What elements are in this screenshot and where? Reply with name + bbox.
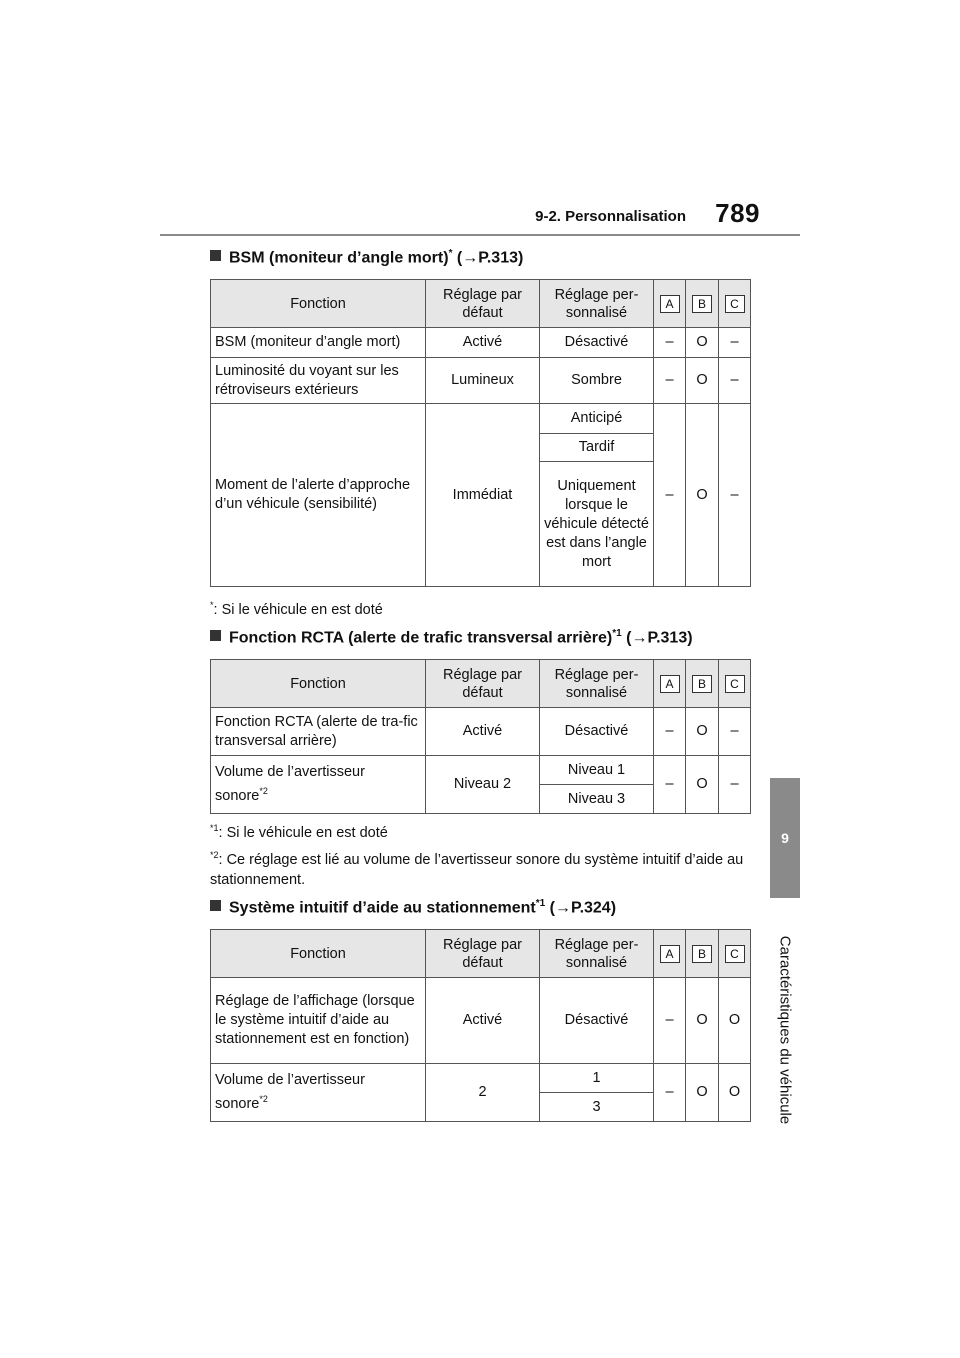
park-title: Système intuitif d’aide au stationnement bbox=[229, 899, 536, 917]
bsm-table bbox=[210, 279, 751, 587]
col-fonction: Fonction bbox=[211, 930, 426, 978]
cell-defaut: Lumineux bbox=[426, 358, 540, 404]
cell-perso: Désactivé bbox=[540, 978, 654, 1064]
cell-fonction: Fonction RCTA (alerte de tra-fic transversal arrière) bbox=[211, 708, 426, 756]
cell-defaut: Activé bbox=[426, 328, 540, 358]
footnote-mark: *1 bbox=[210, 823, 219, 833]
cell-a: – bbox=[654, 1064, 686, 1122]
cell-c: O bbox=[719, 1064, 751, 1122]
table-row bbox=[211, 708, 751, 756]
chapter-number: 9 bbox=[781, 830, 789, 846]
square-bullet-icon bbox=[210, 250, 221, 261]
footnote-mark: * bbox=[448, 248, 453, 259]
footnote-text: : Si le véhicule en est doté bbox=[218, 824, 388, 841]
page-reference-link[interactable]: (→P.313) bbox=[456, 249, 524, 267]
cell-b: O bbox=[686, 1064, 719, 1122]
bsm-title: BSM (moniteur d’angle mort) bbox=[229, 249, 449, 267]
cell-perso-option: Uniquement lorsque le véhicule détecté est dans l’angle mort bbox=[540, 462, 654, 587]
rcta-table bbox=[210, 659, 751, 814]
col-a: A bbox=[660, 295, 680, 313]
footnote-mark: *2 bbox=[259, 1094, 268, 1105]
cell-a: – bbox=[654, 404, 686, 587]
table-row bbox=[211, 756, 751, 785]
table-row bbox=[211, 978, 751, 1064]
cell-b: O bbox=[686, 404, 719, 587]
cell-perso-option: Tardif bbox=[540, 434, 654, 462]
col-b: B bbox=[692, 945, 712, 963]
col-c: C bbox=[725, 295, 745, 313]
bsm-heading bbox=[210, 248, 523, 267]
cell-perso-option: Niveau 1 bbox=[540, 756, 654, 785]
rcta-footnote-1 bbox=[210, 818, 388, 843]
page-number: 789 bbox=[715, 198, 760, 228]
col-c: C bbox=[725, 945, 745, 963]
cell-c: – bbox=[719, 358, 751, 404]
table-row bbox=[211, 358, 751, 404]
cell-fonction: Moment de l’alerte d’approche d’un véhicule (sensibilité) bbox=[211, 404, 426, 587]
col-c: C bbox=[725, 675, 745, 693]
table-header-row bbox=[211, 930, 751, 978]
page-reference-link[interactable]: (→P.313) bbox=[626, 629, 693, 647]
col-fonction: Fonction bbox=[211, 280, 426, 328]
footnote-text: : Si le véhicule en est doté bbox=[213, 601, 383, 618]
cell-defaut: Activé bbox=[426, 978, 540, 1064]
chapter-tab[interactable] bbox=[770, 778, 800, 898]
cell-b: O bbox=[686, 978, 719, 1064]
col-fonction: Fonction bbox=[211, 660, 426, 708]
footnote-mark: *2 bbox=[259, 786, 268, 797]
cell-fonction: Luminosité du voyant sur les rétroviseurs extérieurs bbox=[211, 358, 426, 404]
cell-perso-option: 3 bbox=[540, 1093, 654, 1122]
cell-fonction bbox=[211, 756, 426, 814]
square-bullet-icon bbox=[210, 630, 221, 641]
col-perso: Réglage per-sonnalisé bbox=[540, 660, 654, 708]
cell-c: – bbox=[719, 404, 751, 587]
cell-c: – bbox=[719, 756, 751, 814]
cell-b: O bbox=[686, 756, 719, 814]
cell-fonction bbox=[211, 1064, 426, 1122]
table-row bbox=[211, 404, 751, 434]
col-defaut: Réglage par défaut bbox=[426, 280, 540, 328]
footnote-mark: *2 bbox=[210, 850, 219, 860]
cell-c: – bbox=[719, 328, 751, 358]
table-row bbox=[211, 1064, 751, 1093]
col-b: B bbox=[692, 295, 712, 313]
cell-a: – bbox=[654, 708, 686, 756]
col-defaut: Réglage par défaut bbox=[426, 930, 540, 978]
rcta-heading bbox=[210, 628, 693, 647]
footnote-mark: * bbox=[210, 600, 214, 610]
col-a: A bbox=[660, 675, 680, 693]
table-row bbox=[211, 328, 751, 358]
cell-perso-option: Niveau 3 bbox=[540, 785, 654, 814]
col-perso: Réglage per-sonnalisé bbox=[540, 280, 654, 328]
col-b: B bbox=[692, 675, 712, 693]
cell-perso-option: Anticipé bbox=[540, 404, 654, 434]
rcta-footnote-2 bbox=[210, 845, 750, 890]
chapter-title-vertical bbox=[770, 910, 800, 1150]
cell-fonction: Réglage de l’affichage (lorsque le système intuitif d’aide au stationnement est en fonction) bbox=[211, 978, 426, 1064]
page-header bbox=[160, 196, 800, 236]
section-title: 9-2. Personnalisation bbox=[535, 208, 686, 225]
col-perso: Réglage per-sonnalisé bbox=[540, 930, 654, 978]
table-header-row bbox=[211, 280, 751, 328]
cell-perso: Désactivé bbox=[540, 328, 654, 358]
cell-b: O bbox=[686, 708, 719, 756]
cell-a: – bbox=[654, 756, 686, 814]
cell-a: – bbox=[654, 328, 686, 358]
cell-fonction: BSM (moniteur d’angle mort) bbox=[211, 328, 426, 358]
footnote-mark: *1 bbox=[535, 898, 546, 909]
cell-b: O bbox=[686, 328, 719, 358]
chapter-title: Caractéristiques du véhicule bbox=[776, 935, 794, 1125]
col-a: A bbox=[660, 945, 680, 963]
page-reference-link[interactable]: (→P.324) bbox=[549, 899, 617, 917]
table-header-row bbox=[211, 660, 751, 708]
cell-defaut: 2 bbox=[426, 1064, 540, 1122]
cell-perso-option: 1 bbox=[540, 1064, 654, 1093]
cell-a: – bbox=[654, 358, 686, 404]
cell-fonction-text: Volume de l’avertisseur sonore bbox=[215, 1072, 365, 1112]
cell-defaut: Niveau 2 bbox=[426, 756, 540, 814]
cell-fonction-text: Volume de l’avertisseur sonore bbox=[215, 764, 365, 804]
cell-defaut: Activé bbox=[426, 708, 540, 756]
park-table bbox=[210, 929, 751, 1122]
cell-b: O bbox=[686, 358, 719, 404]
cell-perso: Désactivé bbox=[540, 708, 654, 756]
header-rule bbox=[160, 234, 800, 236]
rcta-title: Fonction RCTA (alerte de trafic transversal arrière) bbox=[229, 629, 613, 647]
cell-defaut: Immédiat bbox=[426, 404, 540, 587]
cell-a: – bbox=[654, 978, 686, 1064]
footnote-text: : Ce réglage est lié au volume de l’avertisseur sonore du système intuitif d’aide au stationnement. bbox=[210, 851, 744, 888]
footnote-mark: *1 bbox=[612, 628, 622, 639]
cell-perso: Sombre bbox=[540, 358, 654, 404]
park-heading bbox=[210, 898, 616, 917]
square-bullet-icon bbox=[210, 900, 221, 911]
col-defaut: Réglage par défaut bbox=[426, 660, 540, 708]
bsm-footnote bbox=[210, 595, 383, 620]
cell-c: – bbox=[719, 708, 751, 756]
cell-c: O bbox=[719, 978, 751, 1064]
